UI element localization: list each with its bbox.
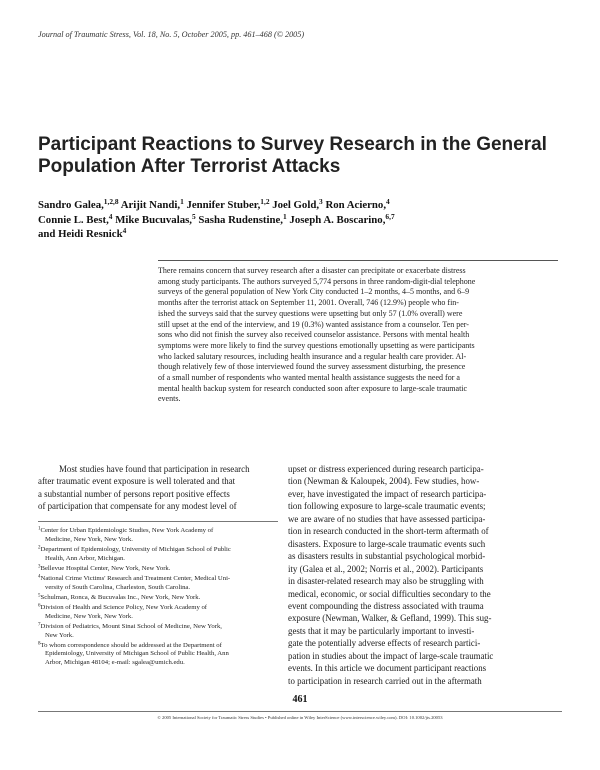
- body-column-right: [288, 463, 528, 687]
- body-line: a substantial number of persons report positive effects: [38, 488, 230, 499]
- abstract-line: still upset at the end of the interview, and 19 (0.3%) wanted assistance from a counselor. Ten per-: [158, 319, 469, 329]
- abstract-line: who lacked salutary resources, including health insurance and a regular health care provider. Al-: [158, 351, 467, 361]
- author-name: and Heidi Resnick: [38, 228, 123, 240]
- footnote-line: Department of Epidemiology, University of Michigan School of Public: [40, 545, 231, 553]
- footnote-number: 7: [38, 622, 41, 628]
- abstract-line: surveys of the general population of New York City conducted 1–2 months, 4–5 months, and 6–9: [158, 287, 470, 297]
- footnotes: [38, 527, 278, 668]
- abstract-line: There remains concern that survey research after a disaster can precipitate or exacerbate distress: [158, 266, 466, 275]
- footnote: [38, 604, 278, 622]
- author-affiliation: 1,2: [260, 197, 270, 207]
- body-line: as disasters results in substantial psychological morbid-: [288, 551, 486, 562]
- footnote: [38, 594, 278, 603]
- footnote: [38, 642, 278, 669]
- body-line: in disaster-related research may also be struggling with: [288, 576, 484, 587]
- author-name: Jennifer Stuber,: [186, 199, 261, 211]
- footnote-line: Schulman, Ronca, & Bucuvalas Inc., New York, New York.: [40, 593, 201, 601]
- body-line: gate the potentially adverse effects of research partici-: [288, 638, 481, 649]
- footnote-number: 2: [38, 545, 41, 551]
- author-name: Ron Acierno,: [325, 199, 387, 211]
- copyright-footer: © 2005 International Society for Traumatic Stress Studies • Published online in Wiley InterScience (www.interscience.wiley.com). DOI: 10.1002/jts.20053: [157, 715, 443, 720]
- author-name: Joel Gold,: [272, 199, 320, 211]
- abstract-line: of a small number of respondents who wanted mental health assistance suggests the need for a: [158, 373, 460, 383]
- footnote-line: Center for Urban Epidemiologic Studies, New York Academy of: [40, 527, 214, 534]
- author-name: Arijit Nandi,: [120, 199, 181, 211]
- footnote-number: 5: [38, 593, 41, 599]
- footnote: [38, 575, 278, 593]
- abstract-line: sons who did not finish the survey also received counselor assistance. Persons with mental health: [158, 330, 470, 340]
- abstract-line: events.: [158, 394, 181, 404]
- author-affiliation: 3: [319, 197, 323, 207]
- journal-header: Journal of Traumatic Stress, Vol. 18, No. 5, October 2005, pp. 461–468 (© 2005): [38, 30, 305, 39]
- author-affiliation: 5: [192, 211, 196, 221]
- author-line: [38, 227, 518, 242]
- footnote-number: 1: [38, 526, 41, 532]
- footnote: [38, 546, 278, 564]
- body-line: disasters. Exposure to large-scale traumatic events such: [288, 538, 486, 549]
- footnote-line: National Crime Victims' Research and Treatment Center, Medical Uni-: [40, 574, 231, 582]
- body-line: we are aware of no studies that have assessed participa-: [288, 513, 486, 524]
- footnote: [38, 623, 278, 641]
- body-line: exposure (Newman, Walker, & Gefland, 1999). This sug-: [288, 613, 492, 624]
- footnote: [38, 565, 278, 574]
- title-line: Participant Reactions to Survey Research in the General: [38, 134, 547, 155]
- footnote-line: Arbor, Michigan 48104; e-mail: sgalea@umich.edu.: [45, 659, 185, 667]
- body-line: upset or distress experienced during research participa-: [288, 464, 484, 474]
- footnote-line: To whom correspondence should be addressed at the Department of: [40, 641, 222, 649]
- article-title: [38, 134, 547, 178]
- abstract-divider: [158, 260, 558, 261]
- author-name: Sandro Galea,: [38, 199, 104, 211]
- footnote-divider: [38, 521, 278, 522]
- body-line: tion following exposure to large-scale traumatic events;: [288, 501, 486, 512]
- abstract-line: months after the terrorist attack on September 11, 2001. Overall, 746 (12.9%) people who fin-: [158, 298, 459, 308]
- body-line: ever, have investigated the impact of research participa-: [288, 488, 487, 499]
- footnote-line: Bellevue Hospital Center, New York, New York.: [40, 564, 171, 572]
- author-list: [38, 198, 518, 242]
- footnote-line: New York.: [45, 631, 74, 639]
- author-affiliation: 4: [386, 197, 390, 207]
- body-line: pation in studies about the impact of large-scale traumatic: [288, 650, 494, 661]
- abstract-line: mental health backup system for research conducted soon after exposure to large-scale traumatic: [158, 383, 468, 393]
- footnote-line: Division of Health and Science Policy, New York Academy of: [40, 603, 208, 611]
- abstract-line: among study participants. The authors surveyed 5,774 persons in three random-digit-dial telephone: [158, 276, 476, 286]
- author-name: Mike Bucuvalas,: [115, 213, 192, 226]
- author-name: Sasha Rudenstine,: [198, 213, 284, 226]
- abstract-line: ished the surveys said that the survey questions were upsetting but only 57 (1.0% overall) were: [158, 308, 463, 318]
- title-line: Population After Terrorist Attacks: [38, 156, 341, 177]
- footnote-line: Epidemiology, University of Michigan School of Public Health, Ann: [45, 650, 229, 658]
- footnote-number: 3: [38, 564, 41, 570]
- body-line: of participation that compensate for any modest level of: [38, 501, 237, 512]
- abstract: [158, 266, 558, 405]
- footnote-line: Health, Ann Arbor, Michigan.: [45, 554, 125, 562]
- footnote: [38, 527, 278, 545]
- footnote-number: 4: [38, 574, 41, 580]
- body-line: tion (Newman & Kaloupek, 2004). Few studies, how-: [288, 476, 480, 487]
- author-affiliation: 6,7: [385, 211, 395, 221]
- footnote-line: Division of Pediatrics, Mount Sinai School of Medicine, New York,: [40, 622, 222, 630]
- footer-divider: [38, 711, 562, 712]
- body-line: to participation in research carried out in the aftermath: [288, 675, 482, 686]
- body-line: after traumatic event exposure is well tolerated and that: [38, 476, 236, 487]
- author-affiliation: 4: [108, 211, 113, 221]
- body-line: ity (Galea et al., 2002; Norris et al., 2002). Participants: [288, 563, 484, 574]
- abstract-line: though relatively few of those interviewed found the survey assessment disturbing, the presence: [158, 362, 466, 372]
- footnote-line: Medicine, New York, New York.: [45, 612, 133, 620]
- abstract-line: symptoms were more likely to find the survey questions emotionally upsetting as were participants: [158, 340, 475, 350]
- author-affiliation: 1: [283, 211, 287, 221]
- body-line: tion in research conducted in the short-term aftermath of: [288, 526, 489, 537]
- body-line: event compounding the distress associated with trauma: [288, 600, 484, 611]
- footnote-line: versity of South Carolina, Charleston, South Carolina.: [45, 583, 191, 591]
- body-line: events. In this article we document participant reactions: [288, 663, 487, 674]
- footnote-number: 8: [38, 640, 41, 646]
- author-name: Joseph A. Boscarino,: [289, 213, 386, 226]
- page-number: 461: [292, 694, 308, 705]
- author-affiliation: 1: [180, 197, 184, 207]
- author-line: [38, 213, 518, 228]
- footnote-line: Medicine, New York, New York.: [45, 535, 133, 543]
- body-line: Most studies have found that participation in research: [59, 464, 250, 474]
- body-line: medical, economic, or social difficulties secondary to the: [288, 588, 491, 599]
- author-affiliation: 1,2,8: [103, 197, 119, 207]
- author-name: Connie L. Best,: [38, 213, 109, 226]
- body-column-left: [38, 463, 278, 513]
- footnote-number: 6: [38, 603, 41, 609]
- author-affiliation: 4: [122, 226, 127, 236]
- body-line: gests that it may be particularly important to investi-: [288, 625, 475, 636]
- author-line: [38, 198, 518, 213]
